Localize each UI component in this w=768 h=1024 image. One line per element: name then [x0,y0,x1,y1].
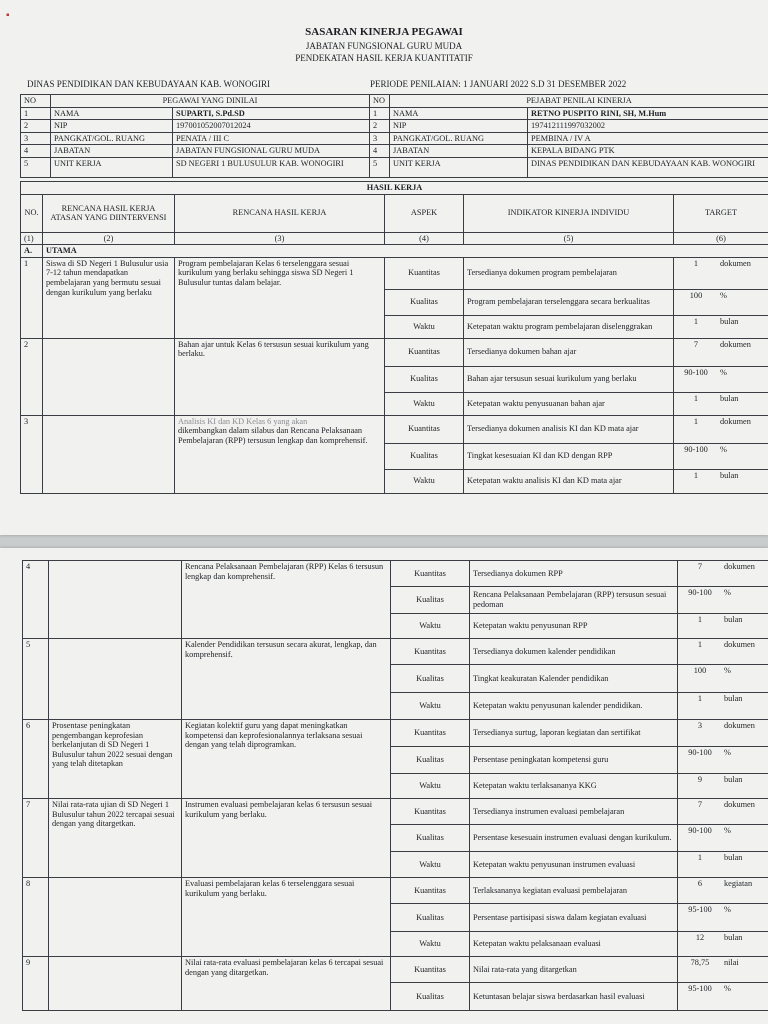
task-work-plan-text: Kalender Pendidikan tersusun secara akurat, lengkap, dan komprehensif. [185,640,377,659]
indicator-cell: Persentase partisipasi siswa dalam kegiatan evaluasi [470,904,678,932]
target-unit: dokumen [724,562,755,571]
task-work-plan-faint-text: Analisis KI dan KD Kelas 6 yang akan [178,416,308,426]
task-number: 9 [23,957,49,1011]
target-unit: % [720,290,727,300]
employee-field-label: PANGKAT/GOL. RUANG [51,132,173,145]
target-value: 7 [697,800,703,809]
indicator-cell: Tingkat keakuratan Kalender pendidikan [470,665,678,693]
task-atasan-plan: Nilai rata-rata ujian di SD Negeri 1 Bulusulur tahun 2022 tercapai sesuai dengan yang ditargetkan. [49,799,182,878]
employee-row-no: 1 [21,107,51,120]
employee-field-label: NIP [51,120,173,133]
task-number: 6 [23,720,49,799]
assessor-header: PEJABAT PENILAI KINERJA [390,95,768,108]
assessor-row-no: 5 [370,157,390,177]
aspect-cell: Waktu [391,774,470,799]
target-unit: % [724,666,731,675]
target-value: 1 [693,393,699,403]
target-value: 90-100 [684,367,708,377]
task-number: 2 [21,338,43,415]
target-cell [674,469,768,493]
target-cell [678,720,768,747]
assessor-field-value: KEPALA BIDANG PTK [528,145,768,158]
aspect-cell: Waktu [391,693,470,720]
col-header-rencana: RENCANA HASIL KERJA [175,194,385,232]
assessor-field-value: 197412111997032002 [528,120,768,133]
assessor-field-value: RETNO PUSPITO RINI, SH, M.Hum [528,107,768,120]
target-unit: dokumen [724,640,755,649]
target-cell [674,315,768,338]
indicator-cell: Ketuntasan belajar siswa berdasarkan hasil evaluasi [470,983,678,1011]
indicator-cell: Ketepatan waktu penyusunan kalender pendidikan. [470,693,678,720]
col-number-6: (6) [674,232,768,245]
task-work-plan-text: Rencana Pelaksanaan Pembelajaran (RPP) Kelas 6 tersusun lengkap dan komprehensif. [185,562,384,581]
aspect-cell: Kuantitas [391,957,470,983]
employee-field-value: PENATA / III C [173,132,370,145]
aspect-cell: Kualitas [385,366,464,392]
assessor-field-label: JABATAN [390,145,528,158]
assessor-field-label: UNIT KERJA [390,157,528,177]
target-cell [678,825,768,852]
document-title: SASARAN KINERJA PEGAWAI [305,26,463,38]
assessor-field-label: NAMA [390,107,528,120]
target-unit: % [724,905,731,914]
col-header-no: NO. [21,194,43,232]
task-atasan-plan: Prosentase peningkatan pengembangan keprofesian berkelanjutan di SD Negeri 1 Bulusulur tahun 2022 sesuai dengan yang telah ditetapkan [49,720,182,799]
task-atasan-plan [49,561,182,639]
indicator-cell: Terlaksananya kegiatan evaluasi pembelajaran [470,878,678,904]
target-unit: bulan [724,775,743,784]
task-atasan-plan [43,415,175,493]
aspect-cell: Waktu [391,932,470,957]
target-unit: dokumen [724,721,755,730]
task-work-plan-text: Nilai rata-rata evaluasi pembelajaran kelas 6 tercapai sesuai dengan yang ditargetkan. [185,958,384,977]
indicator-cell: Rencana Pelaksanaan Pembelajaran (RPP) tersusun sesuai pedoman [470,587,678,614]
task-work-plan-text: Evaluasi pembelajaran kelas 6 terselenggara sesuai kurikulum yang berlaku. [185,879,355,898]
task-work-plan [182,957,391,1011]
col-number-3: (3) [175,232,385,245]
section-letter: A. [21,245,43,258]
target-value: 78,75 [690,958,710,967]
aspect-cell: Kualitas [385,289,464,315]
task-work-plan [182,561,391,639]
aspect-cell: Waktu [391,614,470,639]
indicator-cell: Program pembelajaran terselenggara secara berkualitas [464,289,674,315]
aspect-cell: Kualitas [391,747,470,774]
aspect-cell: Kualitas [391,587,470,614]
identity-no-header: NO [370,95,390,108]
target-cell [678,878,768,904]
indicator-cell: Persentase peningkatan kompetensi guru [470,747,678,774]
indicator-cell: Ketepatan waktu penyusunan instrumen evaluasi [470,852,678,878]
aspect-cell: Kualitas [391,904,470,932]
hasil-kerja-table-page-1 [20,181,768,494]
target-cell [678,561,768,587]
target-cell [678,614,768,639]
indicator-cell: Tersedianya dokumen program pembelajaran [464,257,674,289]
assessor-field-value: DINAS PENDIDIKAN DAN KEBUDAYAAN KAB. WONOGIRI [528,157,768,177]
indicator-cell: Tersedianya dokumen analisis KI dan KD mata ajar [464,415,674,443]
identity-table [20,94,768,178]
target-value: 90-100 [688,826,712,835]
target-value: 3 [697,721,703,730]
task-work-plan [182,639,391,720]
target-value: 1 [693,258,699,268]
target-value: 1 [697,640,703,649]
aspect-cell: Kuantitas [391,878,470,904]
target-cell [678,904,768,932]
target-unit: bulan [724,853,743,862]
document-page-2 [0,548,768,1024]
col-header-indikator: INDIKATOR KINERJA INDIVIDU [464,194,674,232]
employee-field-value: JABATAN FUNGSIONAL GURU MUDA [173,145,370,158]
target-unit: % [720,444,727,454]
target-unit: bulan [720,393,739,403]
aspect-cell: Waktu [385,392,464,415]
assessor-field-value: PEMBINA / IV A [528,132,768,145]
target-value: 90-100 [688,748,712,757]
target-unit: % [724,826,731,835]
target-value: 95-100 [688,984,712,993]
target-unit: dokumen [720,339,751,349]
indicator-cell: Ketepatan waktu penyusunan RPP [470,614,678,639]
period-label: PERIODE PENILAIAN: 1 JANUARI 2022 S.D 31 DESEMBER 2022 [370,79,627,89]
agency-label: DINAS PENDIDIKAN DAN KEBUDAYAAN KAB. WONOGIRI [27,79,270,89]
aspect-cell: Waktu [385,315,464,338]
aspect-cell: Kuantitas [391,720,470,747]
indicator-cell: Persentase kesesuain instrumen evaluasi dengan kurikulum. [470,825,678,852]
target-value: 1 [693,416,699,426]
target-value: 95-100 [688,905,712,914]
aspect-cell: Kuantitas [391,799,470,825]
target-value: 90-100 [684,444,708,454]
aspect-cell: Kuantitas [391,561,470,587]
indicator-cell: Ketepatan waktu analisis KI dan KD mata ajar [464,469,674,493]
col-number-2: (2) [43,232,175,245]
target-value: 1 [697,853,703,862]
aspect-cell: Kuantitas [385,338,464,366]
aspect-cell: Waktu [391,852,470,878]
target-value: 7 [697,562,703,571]
aspect-cell: Kualitas [391,825,470,852]
indicator-cell: Ketepatan waktu penyusuanan bahan ajar [464,392,674,415]
target-cell [678,639,768,665]
task-work-plan [182,799,391,878]
assessor-row-no: 2 [370,120,390,133]
assessor-field-label: NIP [390,120,528,133]
target-cell [674,338,768,366]
employee-row-no: 5 [21,157,51,177]
target-unit: % [724,588,731,597]
section-name: UTAMA [43,245,768,258]
task-number: 1 [21,257,43,338]
document-subtitle-2: PENDEKATAN HASIL KERJA KUANTITATIF [295,53,473,63]
target-unit: nilai [724,958,739,967]
task-atasan-plan [49,878,182,957]
target-unit: dokumen [720,416,751,426]
target-cell [674,257,768,289]
target-value: 100 [689,290,703,300]
indicator-cell: Tersedianya instrumen evaluasi pembelajaran [470,799,678,825]
task-work-plan [182,878,391,957]
margin-mark: ▪ [6,10,10,21]
document-subtitle-1: JABATAN FUNGSIONAL GURU MUDA [305,41,463,51]
aspect-cell: Kualitas [391,983,470,1011]
employee-field-value: SUPARTI, S.Pd.SD [173,107,370,120]
target-unit: % [720,367,727,377]
assessor-row-no: 1 [370,107,390,120]
col-header-aspek: ASPEK [385,194,464,232]
employee-header: PEGAWAI YANG DINILAI [51,95,370,108]
task-atasan-plan [49,957,182,1011]
target-value: 1 [693,316,699,326]
target-cell [678,957,768,983]
target-value: 1 [693,470,699,480]
target-unit: dokumen [724,800,755,809]
hasil-kerja-title: HASIL KERJA [21,182,768,195]
target-cell [674,366,768,392]
task-atasan-plan: Siswa di SD Negeri 1 Bulusulur usia 7-12 tahun mendapatkan pembelajaran yang bermutu sesuai dengan kurikulum yang berlaku [43,257,175,338]
task-work-plan-text: Program pembelajaran Kelas 6 terselenggara sesuai kurikulum yang berlaku sehingga siswa SD Negeri 1 Bulusulur tuntas dalam belajar. [178,258,354,287]
task-number: 4 [23,561,49,639]
employee-row-no: 4 [21,145,51,158]
target-unit: bulan [724,694,743,703]
target-cell [674,443,768,469]
task-work-plan [175,415,385,493]
target-unit: dokumen [720,258,751,268]
target-unit: bulan [724,933,743,942]
col-number-1: (1) [21,232,43,245]
target-unit: bulan [720,316,739,326]
indicator-cell: Ketepatan waktu terlaksananya KKG [470,774,678,799]
task-work-plan [175,338,385,415]
assessor-field-label: PANGKAT/GOL. RUANG [390,132,528,145]
target-value: 12 [695,933,705,942]
col-header-atasan: RENCANA HASIL KERJA ATASAN YANG DIINTERVENSI [43,194,175,232]
task-number: 7 [23,799,49,878]
indicator-cell: Tingkat kesesuaian KI dan KD dengan RPP [464,443,674,469]
target-unit: kegiatan [724,879,753,888]
target-cell [678,747,768,774]
target-value: 1 [697,694,703,703]
task-atasan-plan [43,338,175,415]
col-number-5: (5) [464,232,674,245]
indicator-cell: Bahan ajar tersusun sesuai kurikulum yang berlaku [464,366,674,392]
aspect-cell: Kuantitas [391,639,470,665]
target-cell [678,665,768,693]
col-number-4: (4) [385,232,464,245]
target-value: 7 [693,339,699,349]
aspect-cell: Kuantitas [385,415,464,443]
employee-row-no: 3 [21,132,51,145]
task-work-plan-text: Bahan ajar untuk Kelas 6 tersusun sesuai kurikulum yang berlaku. [178,339,369,359]
task-number: 5 [23,639,49,720]
task-work-plan-text: Kegiatan kolektif guru yang dapat meningkatkan kompetensi dan keprofesionalannya terlaksana sesuai dengan yang telah diprogramkan. [185,721,363,750]
indicator-cell: Tersedianya surtug, laporan kegiatan dan sertifikat [470,720,678,747]
target-cell [678,852,768,878]
identity-no-header: NO [21,95,51,108]
task-work-plan-text: dikembangkan dalam silabus dan Rencana Pelaksanaan Pembelajaran (RPP) tersusun lengkap dan komprehensif. [178,426,368,445]
target-value: 9 [697,775,703,784]
employee-field-value: 197001052007012024 [173,120,370,133]
indicator-cell: Tersedianya dokumen kalender pendidikan [470,639,678,665]
target-cell [678,693,768,720]
target-cell [674,289,768,315]
target-cell [674,392,768,415]
col-header-target: TARGET [674,194,768,232]
target-cell [678,799,768,825]
indicator-cell: Tersedianya dokumen bahan ajar [464,338,674,366]
task-work-plan [175,257,385,338]
task-number: 3 [21,415,43,493]
target-unit: % [724,748,731,757]
assessor-row-no: 4 [370,145,390,158]
target-value: 1 [697,615,703,624]
assessor-row-no: 3 [370,132,390,145]
employee-field-label: NAMA [51,107,173,120]
indicator-cell: Nilai rata-rata yang ditargetkan [470,957,678,983]
employee-field-label: UNIT KERJA [51,157,173,177]
hasil-kerja-table-page-2 [22,560,768,1011]
task-work-plan [182,720,391,799]
target-value: 100 [693,666,707,675]
aspect-cell: Kuantitas [385,257,464,289]
indicator-cell: Tersedianya dokumen RPP [470,561,678,587]
aspect-cell: Waktu [385,469,464,493]
target-cell [678,932,768,957]
aspect-cell: Kualitas [385,443,464,469]
indicator-cell: Ketepatan waktu pelaksanaan evaluasi [470,932,678,957]
target-unit: bulan [720,470,739,480]
target-cell [678,983,768,1011]
employee-field-label: JABATAN [51,145,173,158]
target-value: 90-100 [688,588,712,597]
target-cell [678,587,768,614]
target-value: 6 [697,879,703,888]
target-cell [674,415,768,443]
employee-field-value: SD NEGERI 1 BULUSULUR KAB. WONOGIRI [173,157,370,177]
employee-row-no: 2 [21,120,51,133]
task-work-plan-text: Instrumen evaluasi pembelajaran kelas 6 tersusun sesuai kurikulum yang berlaku. [185,800,373,819]
aspect-cell: Kualitas [391,665,470,693]
target-unit: % [724,984,731,993]
target-unit: bulan [724,615,743,624]
indicator-cell: Ketepatan waktu program pembelajaran diselenggrakan [464,315,674,338]
task-atasan-plan [49,639,182,720]
target-cell [678,774,768,799]
task-number: 8 [23,878,49,957]
